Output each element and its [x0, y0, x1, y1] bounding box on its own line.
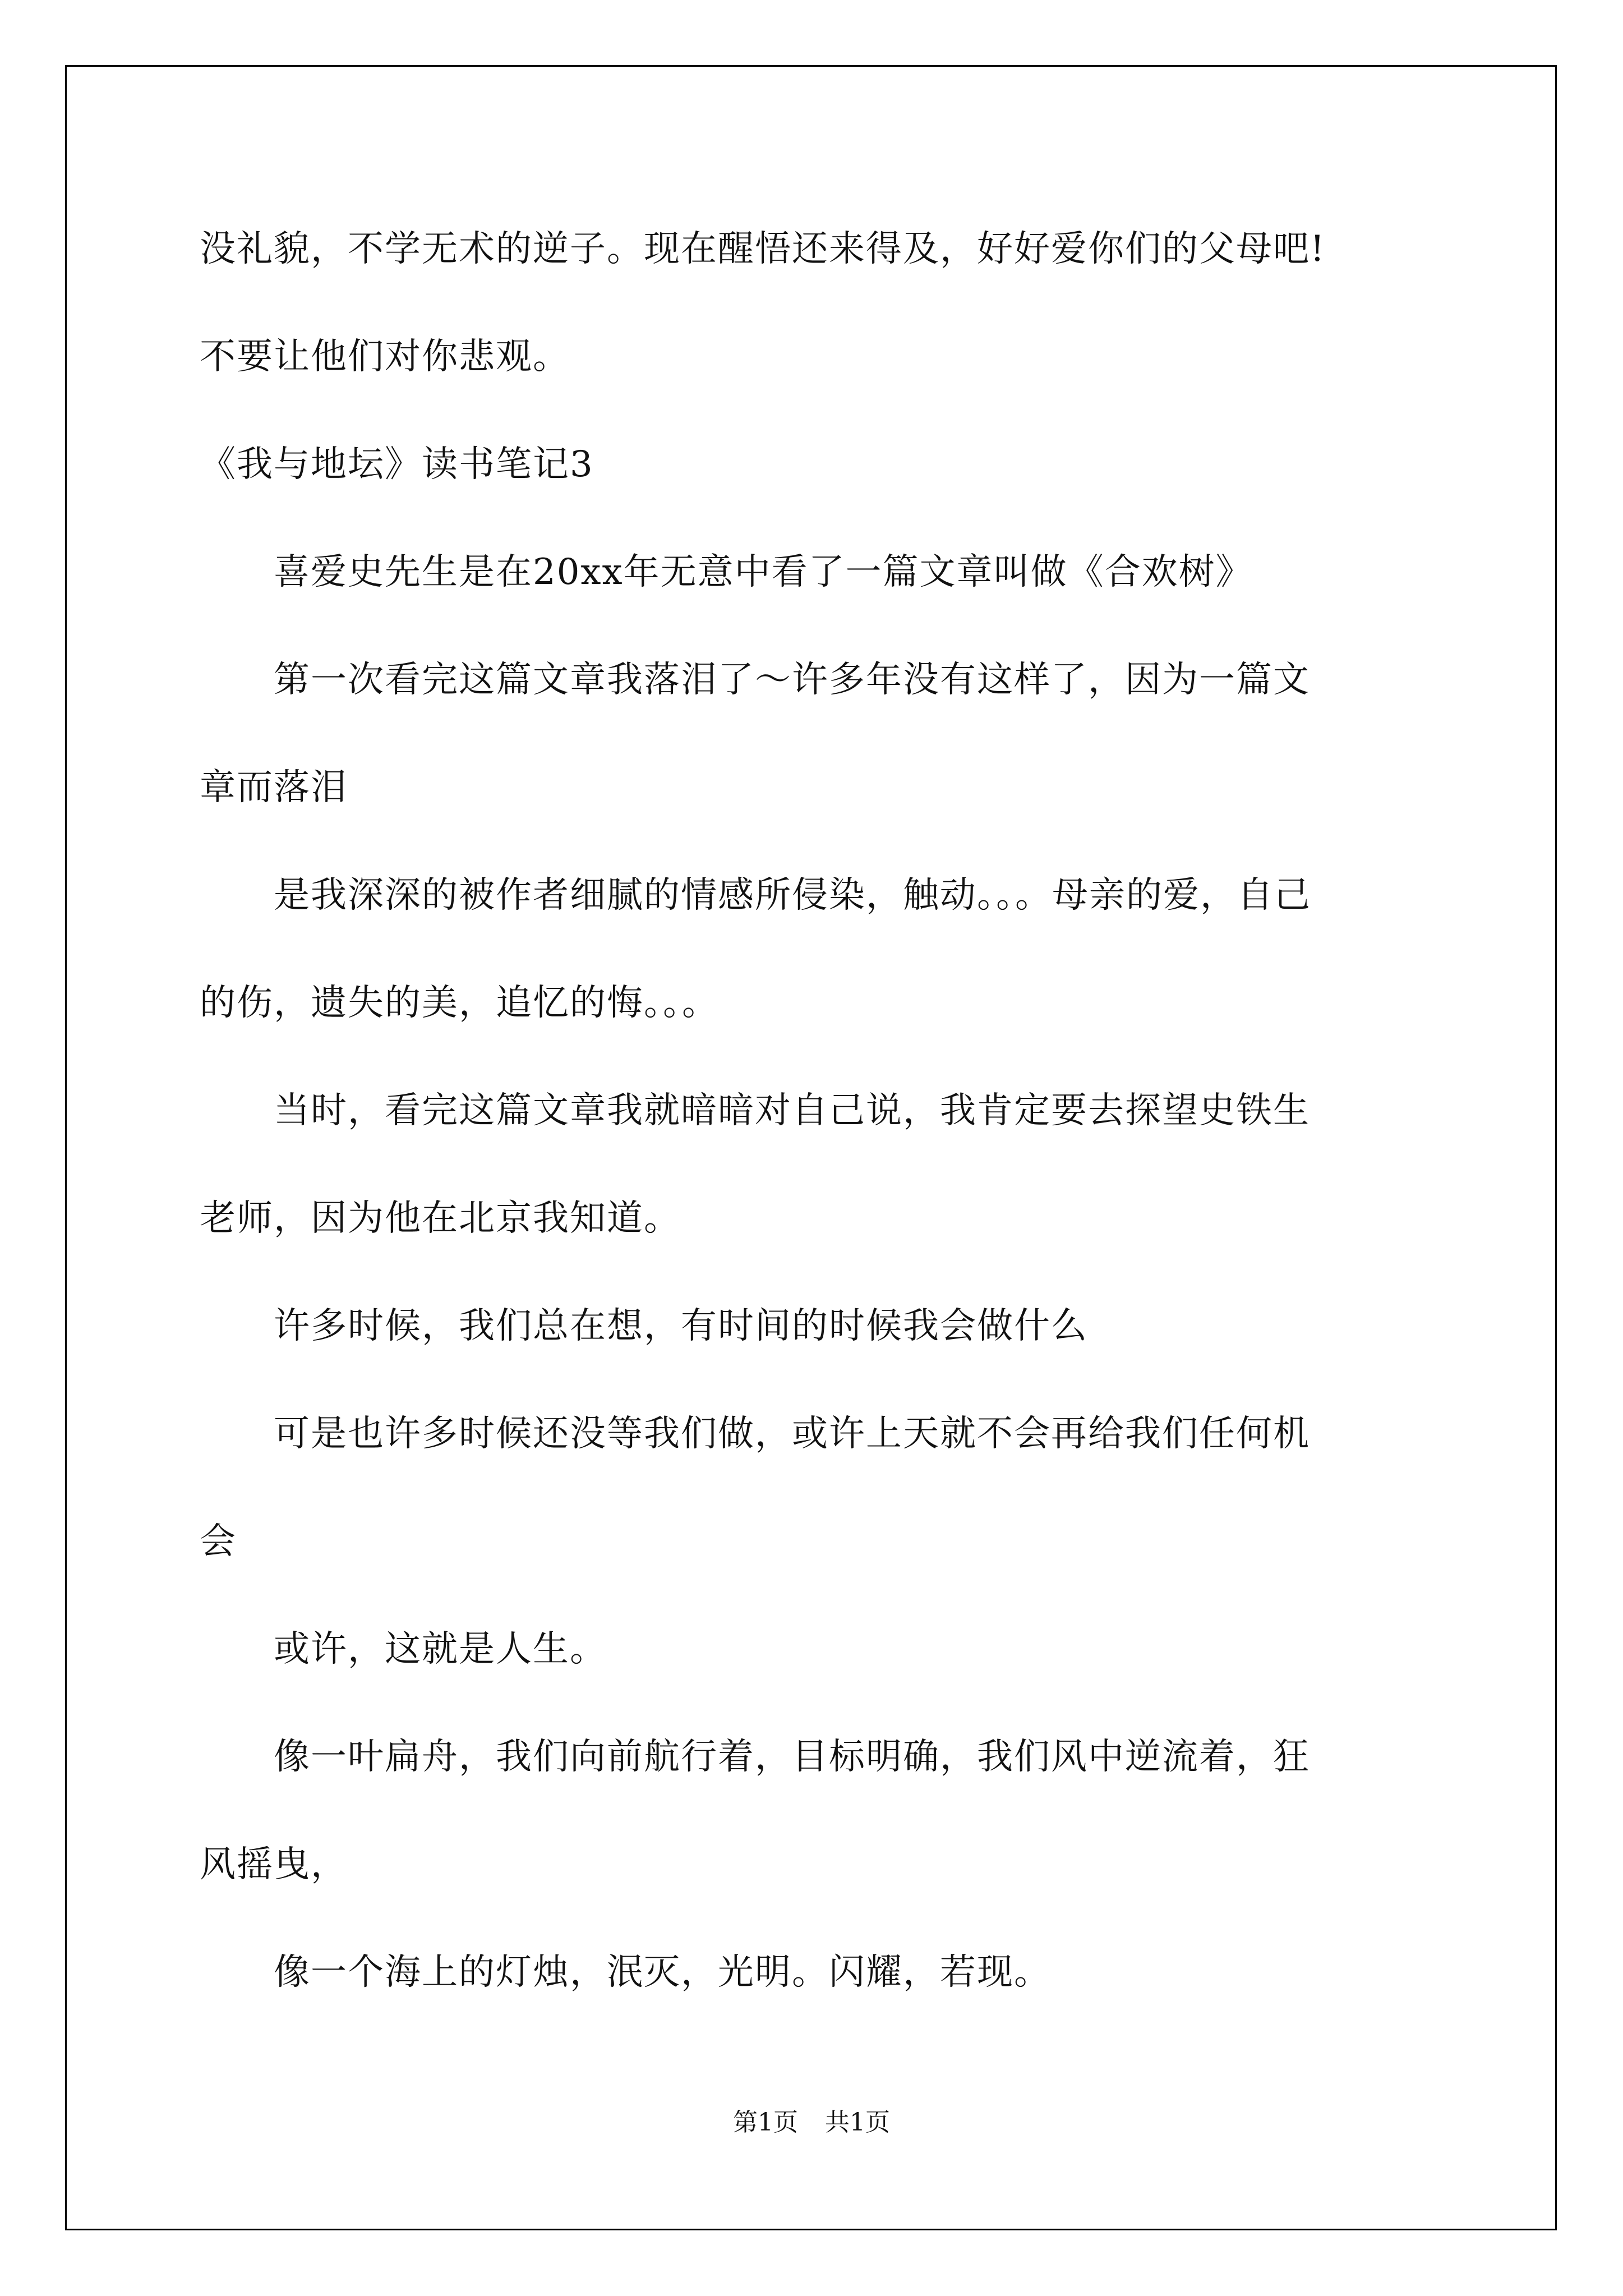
body-line-10: 老师，因为他在北京我知道。 [200, 1198, 681, 1239]
body-line-9: 当时，看完这篇文章我就暗暗对自己说，我肯定要去探望史铁生 [200, 1090, 1310, 1131]
body-line-14: 或许，这就是人生。 [200, 1628, 607, 1670]
body-line-5: 第一次看完这篇文章我落泪了～许多年没有这样了，因为一篇文 [200, 659, 1310, 701]
body-line-13: 会 [200, 1521, 237, 1562]
body-line-6: 章而落泪 [200, 767, 348, 808]
body-line-16: 风摇曳， [200, 1844, 348, 1885]
body-line-1: 没礼貌，不学无术的逆子。现在醒悟还来得及，好好爱你们的父母吧! [200, 228, 1326, 270]
body-line-4: 喜爱史先生是在20xx年无意中看了一篇文章叫做《合欢树》 [200, 551, 1253, 593]
body-line-17: 像一个海上的灯烛，泯灭，光明。闪耀，若现。 [200, 1952, 1051, 1993]
body-line-12: 可是也许多时候还没等我们做，或许上天就不会再给我们任何机 [200, 1413, 1310, 1455]
body-line-2: 不要让他们对你悲观。 [200, 336, 570, 378]
body-line-11: 许多时候，我们总在想，有时间的时候我会做什么 [200, 1305, 1088, 1347]
section-title: 《我与地坛》读书笔记3 [200, 444, 594, 485]
page-footer [0, 2106, 1623, 2139]
body-line-8: 的伤，遗失的美，追忆的悔。。。 [200, 982, 719, 1024]
body-line-7: 是我深深的被作者细腻的情感所侵染，触动。。。母亲的爱，自己 [200, 875, 1311, 916]
page-number: 第1页 [733, 2108, 798, 2137]
page-border [65, 65, 1557, 2230]
body-line-15: 像一叶扁舟，我们向前航行着，目标明确，我们风中逆流着，狂 [200, 1736, 1310, 1778]
page-total: 共1页 [825, 2108, 890, 2137]
